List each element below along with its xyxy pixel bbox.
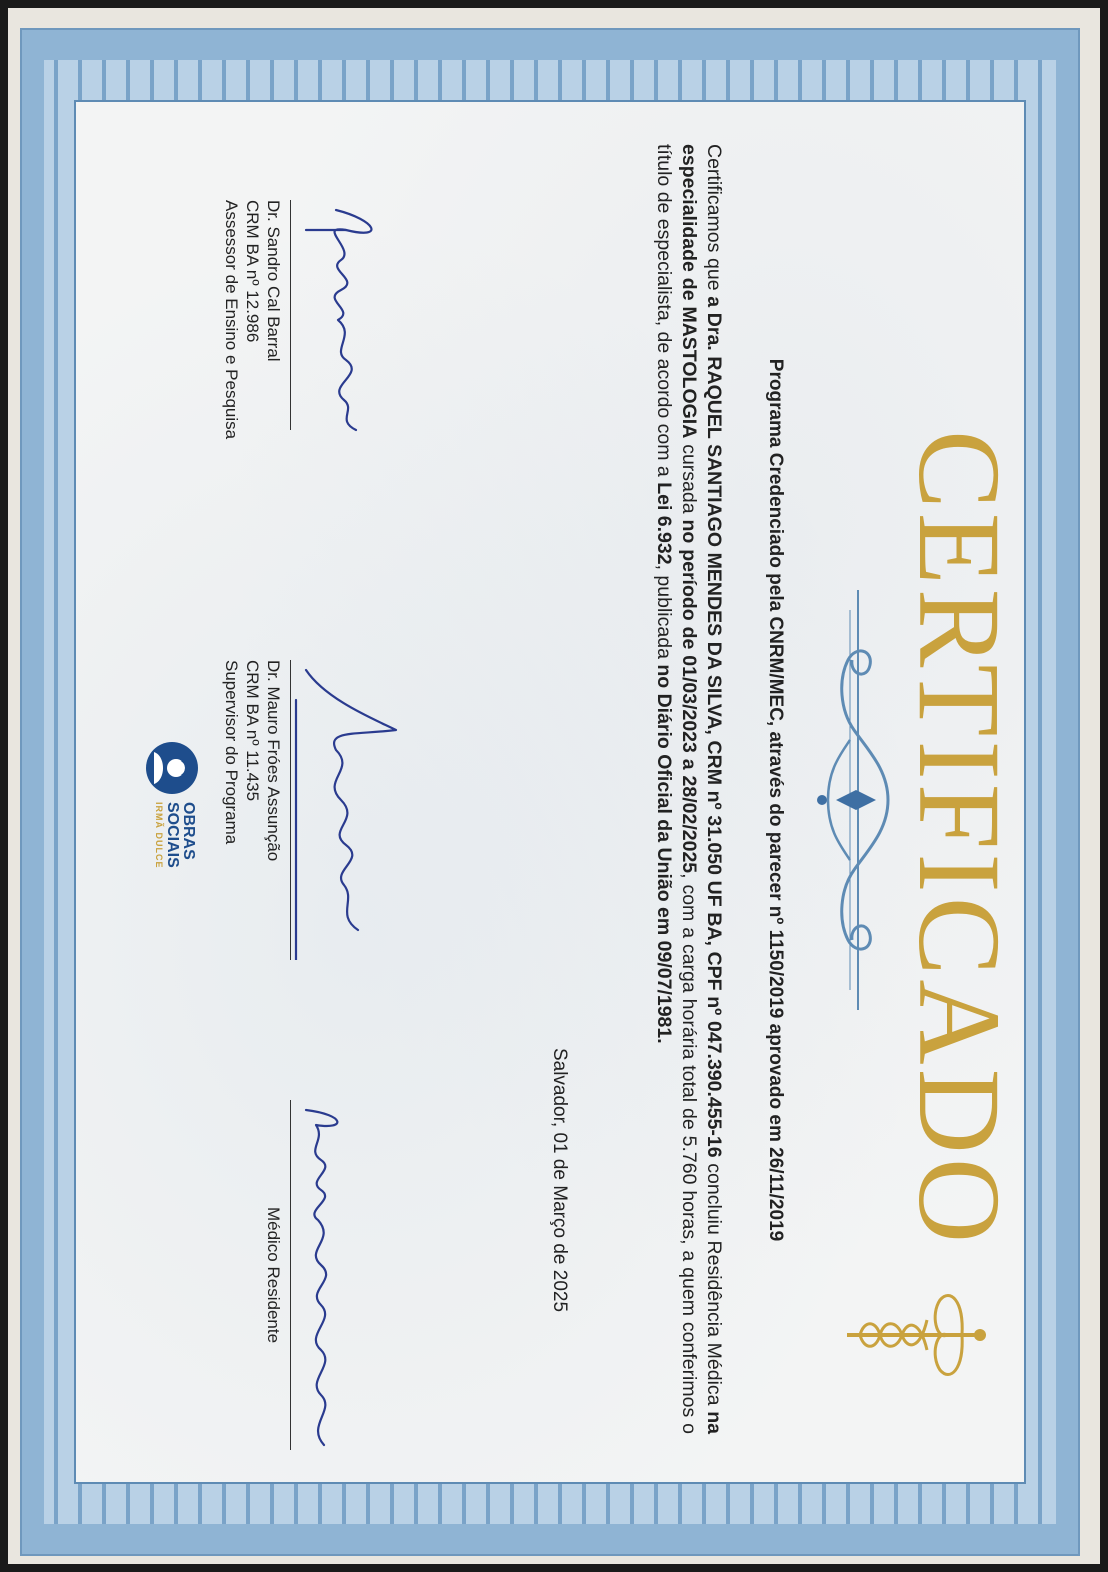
logo-line2: SOCIAIS <box>164 802 181 868</box>
signatory-name: Dr. Sandro Cal Barral <box>264 200 283 362</box>
signatory-role: Supervisor do Programa <box>222 660 241 845</box>
body-part: Certificamos que <box>703 144 725 297</box>
signature-sandro <box>286 200 416 440</box>
body-part: , com a carga horária total de 5.760 horas, a quem conferimos o título de especialista, de acordo com a <box>653 144 700 1434</box>
flourish-ornament-icon <box>808 590 898 1010</box>
photo-background <box>8 8 1100 1564</box>
signatory-role: Médico Residente <box>264 1206 283 1344</box>
signatory-sandro <box>221 200 284 520</box>
obras-sociais-logo-icon <box>144 740 200 796</box>
body-part-bold: na especialidade de MASTOLOGIA <box>678 144 725 1434</box>
signatory-resident <box>263 1100 284 1450</box>
body-part: concluiu Residência Médica <box>703 1157 725 1412</box>
signatory-mauro <box>221 660 284 980</box>
body-part-bold: no Diário Oficial da União em 09/07/1981. <box>653 664 675 1044</box>
signature-line <box>290 1100 291 1450</box>
signature-mauro <box>286 660 416 960</box>
signature-line <box>290 200 291 430</box>
caduceus-icon <box>842 1280 992 1390</box>
logo-line3: IRMÃ DULCE <box>154 802 164 869</box>
body-part: cursada <box>678 438 700 520</box>
obras-sociais-logo <box>136 740 206 880</box>
body-part-bold: no período de 01/03/2023 a 28/02/2025 <box>678 519 700 874</box>
body-part: , publicada <box>653 564 675 665</box>
certificate-content <box>74 100 1026 1484</box>
certificate-title: CERTIFICADO <box>894 430 1025 1248</box>
body-part-bold: Lei 6.932 <box>653 482 675 565</box>
signature-resident <box>286 1100 376 1460</box>
signatory-name: Dr. Mauro Fróes Assunção <box>264 660 283 862</box>
body-part-bold: a Dra. RAQUEL SANTIAGO MENDES DA SILVA, CRM nº 31.050 UF BA, CPF nº 047.390.455-16 <box>703 296 725 1158</box>
logo-line1: OBRAS <box>180 802 197 860</box>
signatory-crm: CRM BA nº 12.986 <box>243 200 262 343</box>
signatory-role: Assessor de Ensino e Pesquisa <box>222 200 241 440</box>
place-date: Salvador, 01 de Março de 2025 <box>549 1047 570 1313</box>
signatory-crm: CRM BA nº 11.435 <box>243 660 262 802</box>
program-accreditation: Programa Credenciado pela CNRM/MEC, através do parecer nº 1150/2019 aprovado em 26/11/2019 <box>765 358 786 1242</box>
certificate-body <box>651 144 726 1434</box>
signature-line <box>290 660 291 960</box>
